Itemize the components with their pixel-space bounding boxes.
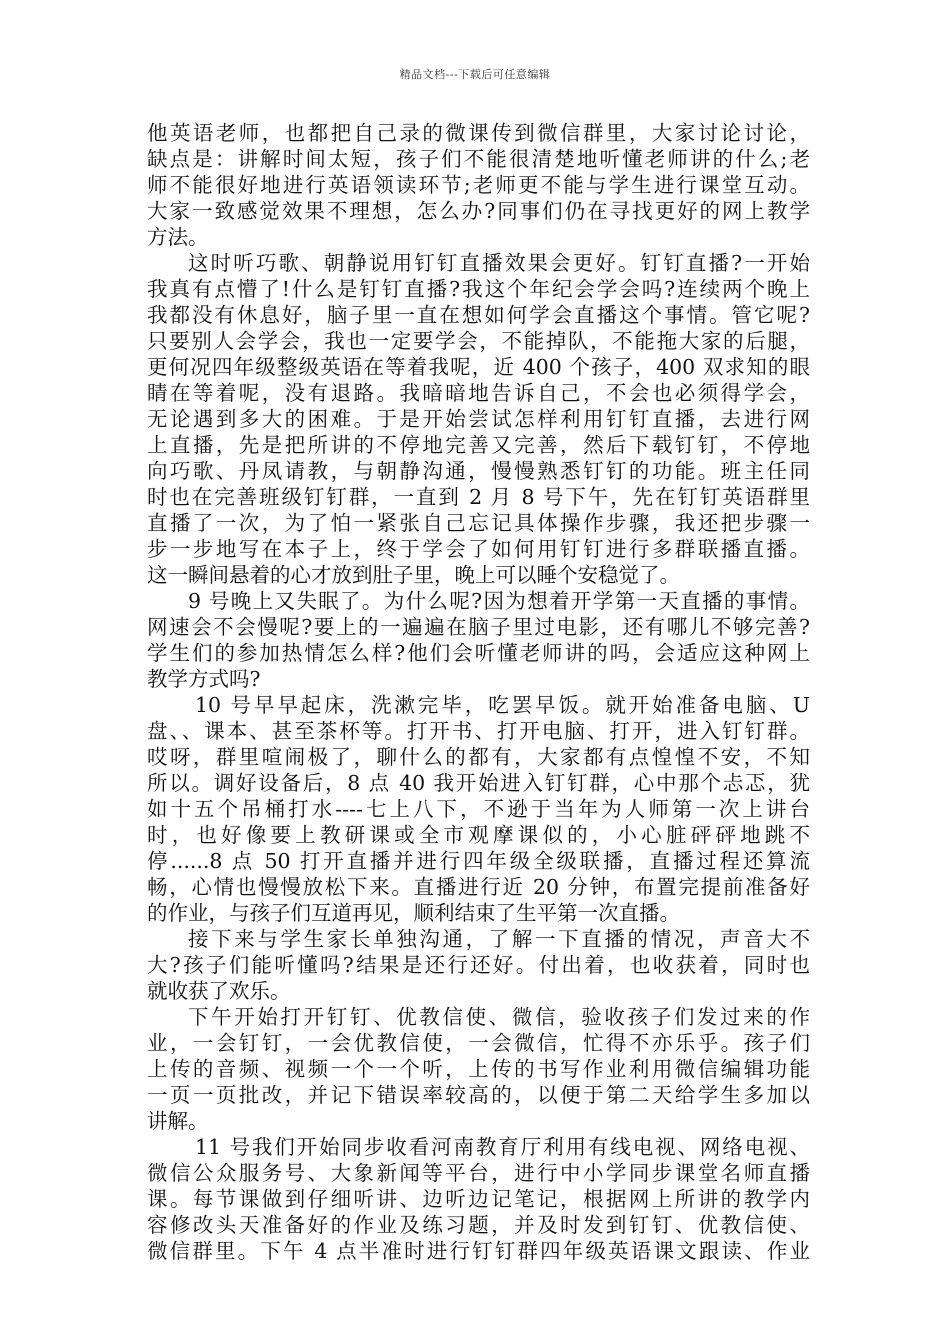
- text-line: 盘、、课本、甚至茶杯等。打开书、打开电脑、打开，进入钉钉群。: [147, 719, 810, 743]
- text-line: 他英语老师，也都把自己录的微课传到微信群里，大家讨论讨论，: [147, 121, 810, 145]
- text-line: 只要别人会学会，我也一定要学会，不能掉队，不能拖大家的后腿，: [147, 329, 810, 353]
- text-line: 业，一会钉钉，一会优教信使，一会微信，忙得不亦乐乎。孩子们: [147, 1031, 810, 1055]
- text-line: 畅，心情也慢慢放松下来。直播进行近 20 分钟，布置完提前准备好: [147, 875, 810, 899]
- text-line: 更何况四年级整级英语在等着我呢，近 400 个孩子，400 双求知的眼: [147, 355, 810, 379]
- text-line: 就收获了欢乐。: [147, 979, 291, 1003]
- text-line: 上直播，先是把所讲的不停地完善又完善，然后下载钉钉，不停地: [147, 433, 810, 457]
- page-header: 精品文档---下载后可任意编辑: [399, 68, 551, 81]
- text-line: 教学方式吗?: [147, 667, 261, 691]
- text-line: 讲解。: [147, 1109, 209, 1133]
- text-line: 步一步地写在本子上，终于学会了如何用钉钉进行多群联播直播。: [147, 537, 810, 561]
- text-line: 大?孩子们能听懂吗?结果是还行还好。付出着，也收获着，同时也: [147, 953, 810, 977]
- text-line: 10 号早早起床，洗漱完毕，吃罢早饭。就开始准备电脑、U: [195, 693, 810, 717]
- text-line: 睛在等着呢，没有退路。我暗暗地告诉自己，不会也必须得学会，: [147, 381, 810, 405]
- text-line: 上传的音频、视频一个一个听，上传的书写作业利用微信编辑功能: [147, 1057, 810, 1081]
- document-body: [147, 120, 810, 1264]
- text-line: 学生们的参加热情怎么样?他们会听懂老师讲的吗，会适应这种网上: [147, 641, 810, 665]
- text-line: 下午开始打开钉钉、优教信使、微信，验收孩子们发过来的作: [188, 1005, 810, 1029]
- text-line: 无论遇到多大的困难。于是开始尝试怎样利用钉钉直播，去进行网: [147, 407, 810, 431]
- text-line: 这一瞬间悬着的心才放到肚子里，晚上可以睡个安稳觉了。: [147, 563, 680, 587]
- text-line: 接下来与学生家长单独沟通，了解一下直播的情况，声音大不: [188, 927, 810, 951]
- text-line: 我都没有休息好，脑子里一直在想如何学会直播这个事情。管它呢?: [147, 303, 810, 327]
- text-line: 网速会不会慢呢?要上的一遍遍在脑子里过电影，还有哪儿不够完善?: [147, 615, 810, 639]
- text-line: 课。每节课做到仔细听讲、边听边记笔记，根据网上所讲的教学内: [147, 1187, 810, 1211]
- text-line: 11 号我们开始同步收看河南教育厅利用有线电视、网络电视、: [195, 1135, 810, 1159]
- text-line: 我真有点懵了!什么是钉钉直播?我这个年纪会学会吗?连续两个晚上: [147, 277, 810, 301]
- text-line: 的作业，与孩子们互道再见，顺利结束了生平第一次直播。: [147, 901, 680, 925]
- text-line: 微信群里。下午 4 点半准时进行钉钉群四年级英语课文跟读、作业: [147, 1239, 810, 1263]
- text-line: 所以。调好设备后，8 点 40 我开始进入钉钉群，心中那个忐忑，犹: [147, 771, 810, 795]
- text-line: 这时听巧歌、朝静说用钉钉直播效果会更好。钉钉直播?一开始: [188, 251, 810, 275]
- text-line: 方法。: [147, 225, 209, 249]
- text-line: 向巧歌、丹凤请教，与朝静沟通，慢慢熟悉钉钉的功能。班主任同: [147, 459, 810, 483]
- text-line: 大家一致感觉效果不理想，怎么办?同事们仍在寻找更好的网上教学: [147, 199, 810, 223]
- text-line: 师不能很好地进行英语领读环节;老师更不能与学生进行课堂互动。: [147, 173, 810, 197]
- text-line: 时，也好像要上教研课或全市观摩课似的，小心脏砰砰地跳不: [147, 823, 810, 847]
- text-line: 时也在完善班级钉钉群，一直到 2 月 8 号下午，先在钉钉英语群里: [147, 485, 810, 509]
- text-line: 容修改头天准备好的作业及练习题，并及时发到钉钉、优教信使、: [147, 1213, 810, 1237]
- text-line: 直播了一次，为了怕一紧张自己忘记具体操作步骤，我还把步骤一: [147, 511, 810, 535]
- text-line: 哎呀，群里喧闹极了，聊什么的都有，大家都有点惶惶不安，不知: [147, 745, 810, 769]
- text-line: 停......8 点 50 打开直播并进行四年级全级联播，直播过程还算流: [147, 849, 810, 873]
- text-line: 微信公众服务号、大象新闻等平台，进行中小学同步课堂名师直播: [147, 1161, 810, 1185]
- text-line: 如十五个吊桶打水----七上八下，不逊于当年为人师第一次上讲台: [147, 797, 810, 821]
- text-line: 一页一页批改，并记下错误率较高的，以便于第二天给学生多加以: [147, 1083, 810, 1107]
- text-line: 缺点是：讲解时间太短，孩子们不能很清楚地听懂老师讲的什么;老: [147, 147, 810, 171]
- text-line: 9 号晚上又失眠了。为什么呢?因为想着开学第一天直播的事情。: [188, 589, 810, 613]
